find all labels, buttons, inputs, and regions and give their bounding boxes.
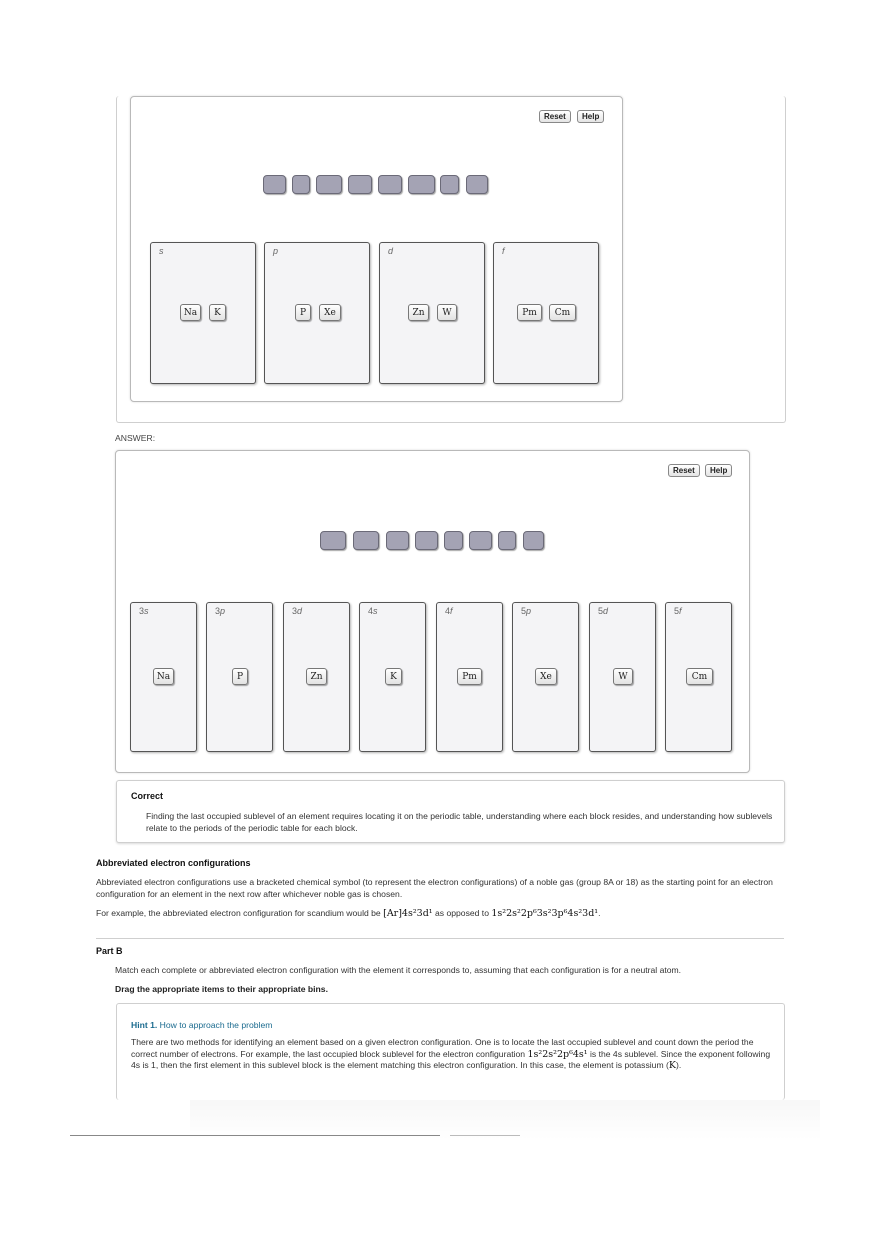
bin-p[interactable] [264,242,370,384]
element-tile-p[interactable]: P [295,304,311,321]
bin-s[interactable] [150,242,256,384]
section-divider [96,938,784,939]
hint-title-link[interactable]: How to approach the problem [159,1020,273,1030]
bin-3p[interactable] [206,602,273,752]
empty-slot [523,531,544,550]
bin-label: 5d [598,606,609,616]
bin-label: 4f [445,606,453,616]
bin-label: d [388,246,394,256]
hint-config: 1s²2s²2p⁶4s¹ [527,1048,588,1060]
example-abbrev-config: [Ar]4s²3d¹ [383,908,433,919]
element-tile-k[interactable]: K [385,668,402,685]
example-end: . [598,908,601,918]
hint-symbol: K [668,1060,676,1071]
element-tile-cm[interactable]: Cm [686,668,713,685]
bin-label: 5p [521,606,532,616]
bin-5p[interactable] [512,602,579,752]
empty-slot [353,531,379,550]
element-tile-pm[interactable]: Pm [457,668,482,685]
bin-label: p [273,246,279,256]
element-tile-w[interactable]: W [437,304,457,321]
empty-slot [378,175,402,194]
element-tile-xe[interactable]: Xe [319,304,341,321]
bin-5f[interactable] [665,602,732,752]
reset-button[interactable]: Reset [539,110,571,123]
element-tile-cm[interactable]: Cm [549,304,576,321]
bin-label: 3p [215,606,226,616]
empty-slot [386,531,409,550]
element-tile-na[interactable]: Na [153,668,174,685]
bin-4f[interactable] [436,602,503,752]
feedback-title: Correct [131,791,164,801]
bin-5d[interactable] [589,602,656,752]
bin-label: 3s [139,606,149,616]
element-tile-p[interactable]: P [232,668,248,685]
empty-slot [498,531,516,550]
bin-d[interactable] [379,242,485,384]
hint-box [116,1003,785,1100]
part-b-instruction: Match each complete or abbreviated electron configuration with the element it corresponds to, assuming that each configuration is for a neutral atom. [115,965,682,975]
bin-label: s [159,246,164,256]
help-button[interactable]: Help [705,464,732,477]
element-tile-zn[interactable]: Zn [306,668,327,685]
example-mid: as opposed to [434,908,489,918]
hint-text-1: There are two methods for identifying an element based on a given electron configuration. One is to locate the last occupied sublevel and count down the period the correct number of electrons. For example, the last occupied block sublevel for the electron configuration [131,1037,754,1059]
bin-label: 3d [292,606,303,616]
element-tile-pm[interactable]: Pm [517,304,542,321]
element-tile-w[interactable]: W [613,668,633,685]
hint-number: Hint 1. [131,1020,158,1030]
feedback-body: Finding the last occupied sublevel of an element requires locating it on the periodic table, understanding where each block resides, and understanding how sublevels relate to the periods of the periodic table for each block. [146,811,773,833]
bin-label: f [502,246,505,256]
example-prefix: For example, the abbreviated electron configuration for scandium would be [96,908,381,918]
abbrev-example [96,908,796,920]
bin-3s[interactable] [130,602,197,752]
element-tile-na[interactable]: Na [180,304,201,321]
empty-slot [440,175,459,194]
empty-slot [444,531,463,550]
hint-text-2: is the 4s sublevel. Since the exponent following 4s is 1, then the first element in this sublevel block is the element matching this electron configuration. In this case, the element is potassium ( [131,1048,771,1070]
reset-button[interactable]: Reset [668,464,700,477]
help-button[interactable]: Help [577,110,604,123]
empty-slot [320,531,346,550]
part-b-drag-instruction: Drag the appropriate items to their appropriate bins. [115,984,328,994]
empty-slot [292,175,310,194]
element-tile-xe[interactable]: Xe [535,668,557,685]
page-fade [190,1100,820,1140]
bin-4s[interactable] [359,602,426,752]
answer-label: ANSWER: [115,433,156,443]
hint-text-3: ). [675,1060,682,1070]
empty-slot [316,175,342,194]
empty-slot [408,175,435,194]
bin-label: 4s [368,606,378,616]
element-tile-zn[interactable]: Zn [408,304,429,321]
empty-slot [263,175,286,194]
abbrev-paragraph: Abbreviated electron configurations use a bracketed chemical symbol (to represent the electron configurations) of a noble gas (group 8A or 18) as the starting point for an electron configuration for an element in the next row after whichever noble gas is chosen. [96,877,773,899]
empty-slot [348,175,372,194]
abbrev-heading: Abbreviated electron configurations [96,858,251,868]
hint-body [131,1037,771,1072]
feedback-box [116,780,785,843]
answer-dnd-panel [115,450,750,773]
example-full-config: 1s²2s²2p⁶3s²3p⁶4s²3d¹ [491,908,599,919]
element-tile-k[interactable]: K [209,304,226,321]
hint-header[interactable] [131,1020,272,1032]
empty-slot [466,175,488,194]
empty-slot [469,531,492,550]
bin-label: 5f [674,606,682,616]
empty-slot [415,531,438,550]
part-b-title: Part B [96,946,123,956]
page-bottom-line [70,1135,440,1136]
bin-f[interactable] [493,242,599,384]
page-bottom-line-fragment [450,1135,520,1136]
question-a-dnd-panel [130,96,623,402]
bin-3d[interactable] [283,602,350,752]
